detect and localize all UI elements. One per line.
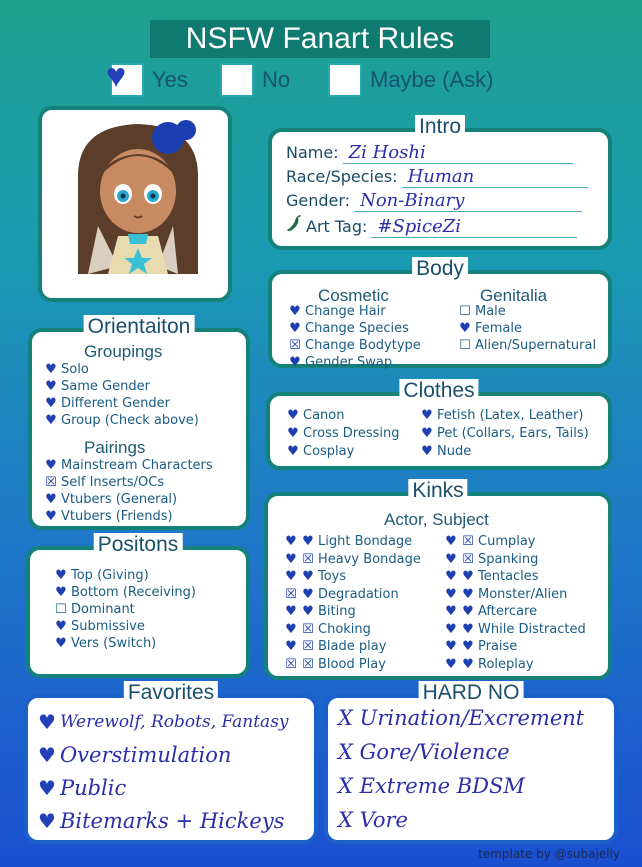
- heart-check-icon: ♥: [445, 551, 457, 567]
- kink-item-label: Praise: [478, 639, 518, 654]
- heart-check-icon: ♥: [45, 458, 57, 473]
- kinks-panel: [264, 479, 612, 680]
- clothes-item-label: Pet (Collars, Ears, Tails): [437, 426, 589, 441]
- position-item: [54, 568, 149, 584]
- cosmetic-item: [288, 304, 386, 320]
- hard-no-item: [338, 808, 408, 832]
- x-box-icon: ☒: [302, 621, 314, 637]
- kink-item-label: Tentacles: [478, 569, 539, 584]
- name-value: Zi Hoshi: [343, 142, 573, 164]
- cosmetic-item-label: Gender Swap: [305, 355, 393, 370]
- heart-check-icon: ♥: [289, 304, 301, 319]
- x-box-icon: ☒: [462, 551, 474, 567]
- clothes-item-label: Fetish (Latex, Leather): [437, 408, 584, 423]
- position-item-label: Vers (Switch): [71, 636, 157, 651]
- legend-yes-checkbox: [106, 57, 144, 97]
- heart-check-icon: ♥: [285, 551, 297, 567]
- kink-item-label: Cumplay: [478, 534, 536, 549]
- orientation-panel: [28, 315, 250, 530]
- position-item-label: Dominant: [71, 602, 135, 617]
- grouping-item: [44, 362, 89, 378]
- genitalia-heading: Genitalia: [480, 286, 548, 305]
- heart-check-icon: ♥: [445, 621, 457, 637]
- hard-no-item-text: X Gore/Violence: [338, 740, 510, 764]
- heart-check-icon: ♥: [285, 639, 297, 654]
- kink-item-label: While Distracted: [478, 621, 586, 637]
- heart-check-icon: ♥: [462, 604, 474, 619]
- kink-item: [444, 639, 517, 655]
- grouping-item: [44, 396, 170, 412]
- heart-check-icon: ♥: [421, 408, 433, 423]
- pairings-heading: Pairings: [84, 438, 146, 457]
- race-label: Race/Species:: [286, 167, 398, 186]
- position-item: [54, 636, 156, 652]
- intro-panel: [268, 115, 612, 250]
- kink-item: [444, 569, 539, 585]
- favorites-title: Favorites: [124, 681, 218, 705]
- heart-check-icon: ♥: [287, 408, 299, 423]
- x-box-icon: ☒: [302, 639, 314, 654]
- clothes-title: Clothes: [399, 379, 478, 403]
- clothes-item: [286, 408, 344, 424]
- genitalia-item-label: Alien/Supernatural: [475, 338, 597, 353]
- heart-check-icon: ♥: [445, 569, 457, 584]
- hard-no-panel: [324, 681, 618, 844]
- template-credit: template by @subajelly: [478, 847, 620, 861]
- pairing-item: [44, 458, 213, 474]
- grouping-item: [44, 379, 150, 395]
- kinks-subtitle: Actor, Subject: [384, 510, 489, 529]
- kink-item-label: Heavy Bondage: [318, 551, 421, 567]
- heart-icon: ♥: [38, 776, 56, 800]
- genitalia-item: [458, 304, 506, 320]
- favorite-item-text: Werewolf, Robots, Fantasy: [59, 712, 289, 732]
- kink-item-label: Monster/Alien: [478, 586, 568, 602]
- empty-box-icon: ☐: [459, 304, 471, 319]
- favorite-item-text: Overstimulation: [59, 743, 232, 767]
- heart-check-icon: ♥: [445, 639, 457, 654]
- clothes-panel: [266, 379, 612, 470]
- heart-check-icon: ♥: [55, 568, 67, 583]
- kink-item-label: Choking: [318, 621, 371, 637]
- intro-name-row: [286, 142, 573, 164]
- legend-no-checkbox: [220, 63, 254, 97]
- heart-check-icon: ♥: [45, 509, 57, 524]
- position-item: [54, 602, 135, 618]
- heart-check-icon: ♥: [445, 604, 457, 619]
- heart-check-icon: ♥: [287, 444, 299, 459]
- kink-item-label: Biting: [318, 604, 356, 619]
- kink-item: [444, 604, 537, 620]
- page-title: NSFW Fanart Rules: [150, 20, 490, 58]
- clothes-item-label: Nude: [437, 444, 472, 459]
- x-box-icon: ☒: [45, 475, 57, 490]
- cosmetic-heading: Cosmetic: [318, 286, 389, 305]
- favorite-item: [38, 710, 289, 734]
- favorite-item: [38, 743, 231, 767]
- cosmetic-item-label: Change Bodytype: [305, 338, 421, 353]
- hard-no-item-text: X Vore: [338, 808, 408, 832]
- kink-item: [444, 657, 534, 673]
- pairing-item-label: Mainstream Characters: [61, 458, 213, 473]
- clothes-item-label: Canon: [303, 408, 345, 423]
- genitalia-item: [458, 338, 596, 354]
- heart-check-icon: ♥: [421, 426, 433, 441]
- heart-check-icon: ♥: [285, 621, 297, 637]
- heart-icon: ♥: [38, 809, 56, 833]
- heart-check-icon: ♥: [285, 569, 297, 584]
- heart-check-icon: ♥: [45, 396, 57, 411]
- heart-check-icon: ♥: [445, 586, 457, 602]
- genitalia-item-label: Female: [475, 321, 523, 336]
- cosmetic-item-label: Change Hair: [305, 304, 386, 319]
- arttag-value: #SpiceZi: [371, 216, 577, 238]
- clothes-item: [420, 444, 471, 460]
- name-label: Name:: [286, 143, 339, 162]
- kink-item-label: Toys: [318, 569, 347, 584]
- clothes-item: [420, 426, 589, 442]
- heart-check-icon: ♥: [302, 569, 314, 584]
- kink-item: [284, 552, 421, 568]
- heart-check-icon: ♥: [289, 321, 301, 336]
- heart-icon: ♥: [38, 743, 56, 767]
- hard-no-title: HARD NO: [419, 681, 524, 705]
- position-item-label: Submissive: [71, 619, 145, 634]
- clothes-item: [420, 408, 583, 424]
- groupings-heading: Groupings: [84, 342, 163, 361]
- pairing-item-label: Self Inserts/OCs: [61, 475, 165, 490]
- x-box-icon: ☒: [289, 338, 301, 353]
- heart-check-icon: ♥: [55, 619, 67, 634]
- genitalia-item-label: Male: [475, 304, 506, 319]
- grouping-item-label: Same Gender: [61, 379, 150, 394]
- kink-item: [444, 552, 538, 568]
- heart-check-icon: ♥: [55, 585, 67, 600]
- heart-check-icon: ♥: [302, 534, 314, 549]
- heart-check-icon: ♥: [45, 379, 57, 394]
- heart-check-icon: ♥: [462, 569, 474, 584]
- pairing-item: [44, 475, 164, 491]
- avatar: [48, 116, 222, 274]
- empty-box-icon: ☐: [55, 602, 67, 617]
- kink-item: [284, 622, 371, 638]
- clothes-item-label: Cross Dressing: [303, 426, 400, 441]
- gender-label: Gender:: [286, 191, 351, 210]
- arttag-label: Art Tag:: [306, 217, 368, 236]
- clothes-item: [286, 426, 399, 442]
- legend-maybe-checkbox: [328, 63, 362, 97]
- heart-check-icon: ♥: [462, 621, 474, 637]
- pairing-item: [44, 492, 177, 508]
- favorite-item: [38, 776, 126, 800]
- heart-check-icon: ♥: [445, 656, 457, 672]
- kink-item: [284, 534, 412, 550]
- position-item: [54, 619, 145, 635]
- kink-item-label: Spanking: [478, 551, 539, 567]
- legend-maybe-label: Maybe (Ask): [370, 67, 494, 92]
- intro-gender-row: [286, 190, 582, 212]
- hard-no-item-text: X Urination/Excrement: [338, 706, 585, 730]
- favorite-item-text: Bitemarks + Hickeys: [59, 809, 285, 833]
- heart-check-icon: ♥: [45, 492, 57, 507]
- clothes-item: [286, 444, 354, 460]
- cosmetic-item: [288, 355, 392, 371]
- heart-check-icon: ♥: [45, 413, 57, 428]
- cosmetic-item-label: Change Species: [305, 321, 409, 336]
- intro-title: Intro: [415, 115, 465, 139]
- genitalia-item: [458, 321, 522, 337]
- cosmetic-item: [288, 321, 409, 337]
- kink-item: [284, 639, 386, 655]
- character-portrait-image: [48, 116, 222, 274]
- kink-item: [444, 622, 586, 638]
- legend-no-label: No: [262, 67, 291, 92]
- heart-check-icon: ♥: [445, 534, 457, 549]
- gender-value: Non-Binary: [354, 190, 582, 212]
- heart-icon: ♥: [106, 57, 127, 95]
- intro-arttag-row: [286, 214, 577, 238]
- x-box-icon: ☒: [285, 656, 297, 672]
- heart-check-icon: ♥: [459, 321, 471, 336]
- kink-item-label: Degradation: [318, 586, 399, 602]
- favorites-panel: [24, 681, 318, 844]
- positions-panel: [26, 533, 250, 678]
- kink-item: [284, 587, 399, 603]
- race-value: Human: [402, 166, 588, 188]
- heart-check-icon: ♥: [45, 362, 57, 377]
- favorite-item-text: Public: [59, 776, 127, 800]
- kink-item: [284, 569, 346, 585]
- heart-check-icon: ♥: [421, 444, 433, 459]
- legend-maybe: [328, 62, 493, 98]
- hard-no-item: [338, 740, 510, 764]
- kink-item-label: Blood Play: [318, 656, 386, 672]
- positions-title: Positons: [94, 533, 183, 557]
- heart-check-icon: ♥: [302, 586, 314, 602]
- favorite-item: [38, 809, 284, 833]
- kink-item-label: Aftercare: [478, 604, 538, 619]
- legend-yes-label: Yes: [152, 67, 188, 92]
- heart-check-icon: ♥: [302, 604, 314, 619]
- position-item: [54, 585, 196, 601]
- grouping-item: [44, 413, 199, 429]
- x-box-icon: ☒: [302, 656, 314, 672]
- cosmetic-item: [288, 338, 421, 354]
- pairing-item-label: Vtubers (General): [61, 492, 178, 507]
- pairing-item-label: Vtubers (Friends): [61, 509, 173, 524]
- grouping-item-label: Different Gender: [61, 396, 171, 411]
- kink-item-label: Roleplay: [478, 656, 534, 672]
- heart-check-icon: ♥: [287, 426, 299, 441]
- heart-check-icon: ♥: [285, 534, 297, 549]
- legend-yes: [106, 57, 188, 98]
- heart-check-icon: ♥: [285, 604, 297, 619]
- position-item-label: Top (Giving): [71, 568, 149, 583]
- body-title: Body: [412, 257, 468, 281]
- clothes-item-label: Cosplay: [303, 444, 355, 459]
- hard-no-item: [338, 774, 525, 798]
- intro-race-row: [286, 166, 588, 188]
- chili-pepper-icon: [286, 214, 302, 230]
- empty-box-icon: ☐: [459, 338, 471, 353]
- x-box-icon: ☒: [302, 551, 314, 567]
- kink-item-label: Blade play: [318, 639, 387, 654]
- grouping-item-label: Solo: [61, 362, 89, 377]
- position-item-label: Bottom (Receiving): [71, 585, 196, 600]
- grouping-item-label: Group (Check above): [61, 413, 199, 428]
- kinks-title: Kinks: [408, 479, 467, 503]
- heart-check-icon: ♥: [55, 636, 67, 651]
- hard-no-item-text: X Extreme BDSM: [338, 774, 525, 798]
- avatar-panel: [38, 106, 232, 302]
- heart-check-icon: ♥: [462, 586, 474, 602]
- heart-check-icon: ♥: [462, 639, 474, 654]
- hard-no-item: [338, 706, 584, 730]
- orientation-title: Orientaiton: [84, 315, 195, 339]
- kink-item: [284, 657, 386, 673]
- heart-icon: ♥: [38, 710, 56, 734]
- kink-item: [284, 604, 356, 620]
- pairing-item: [44, 509, 173, 525]
- legend-no: [220, 62, 290, 98]
- body-panel: [268, 257, 612, 370]
- heart-check-icon: ♥: [289, 355, 301, 370]
- kink-item: [444, 587, 567, 603]
- x-box-icon: ☒: [285, 586, 297, 602]
- heart-check-icon: ♥: [462, 656, 474, 672]
- x-box-icon: ☒: [462, 534, 474, 549]
- kink-item: [444, 534, 536, 550]
- kink-item-label: Light Bondage: [318, 534, 413, 549]
